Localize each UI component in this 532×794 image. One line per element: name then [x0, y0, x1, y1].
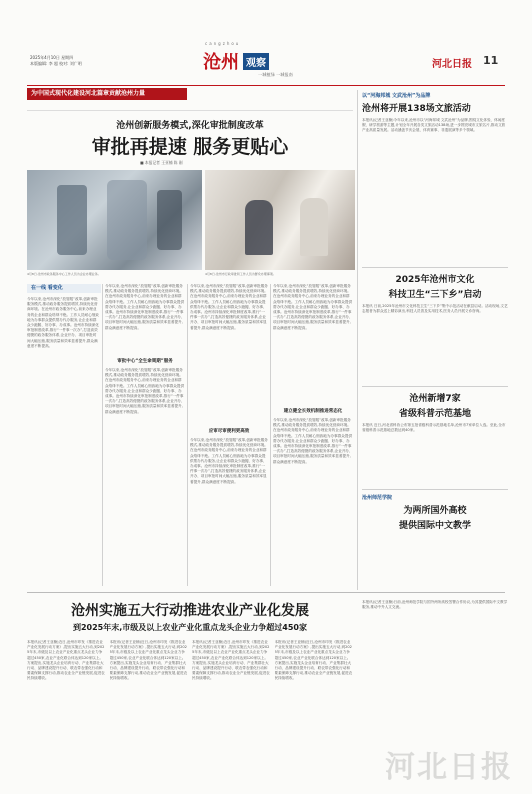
main-body-col1: 今年以来,沧州市深化“放管服”改革,创新审批服务模式,推动政务服务提质增效,持续优化营商环境。在沧州市政务服务中心,前来办理业务的企业和群众络绎不绝。工作人员耐心细致地为办事群众提供帮办代办服务,让企业和群众少跑腿、好办事、办成事。沧州市持续深化审批制度改革,推行“一件事一次办”,打造高效便捷的政务服务体系,企业开办、项目审批时间大幅压缩,服务质量和效率显著提升,群众满意度不断提高。: [27, 297, 99, 348]
masthead-pinyin: cangzhou: [205, 41, 241, 46]
bottom-headline: 沧州实施五大行动推进农业产业化发展: [71, 603, 309, 619]
section-banner: 为中国式现代化建设河北篇章贡献沧州力量: [27, 88, 187, 100]
date-line: 2025年4月10日 星期四: [30, 55, 74, 60]
masthead-tagline: 一城植绿 一城报南: [258, 72, 293, 77]
main-byline: ■ 本报记者 王亚楠 陈 刚: [140, 160, 183, 165]
main-headline: 审批再提速 服务更贴心: [91, 136, 289, 158]
masthead-title-sub: 观察: [243, 53, 269, 70]
divider: [362, 267, 508, 268]
right-bottom: [362, 600, 508, 735]
bottom-body-col3: 本报讯(记者王亚楠)近日,沧州市印发《推进农业产业化发展行动方案》,提出实施五大行动,到2025年末,市级及以上农业产业化重点龙头企业力争超过450家,农业产业化联合体达到120家以上。方案提出,实施龙头企业培育行动、产业集群壮大行动、品牌建设提升行动、联农带农强化行动和要素保障支撑行动,推动农业全产业链发展,促进农民持续增收。: [192, 640, 270, 681]
col-divider: [102, 284, 103, 586]
col-divider: [270, 284, 271, 586]
bottom-body-wrap: [27, 640, 353, 780]
main-body-col2b: 今年以来,沧州市深化“放管服”改革,创新审批服务模式,推动政务服务提质增效,持续优化营商环境。在沧州市政务服务中心,前来办理业务的企业和群众络绎不绝。工作人员耐心细致地为办事群众提供帮办代办服务,让企业和群众少跑腿、好办事、办成事。沧州市持续深化审批制度改革,推行“一件事一次办”,打造高效便捷的政务服务体系,企业开办、项目审批时间大幅压缩,服务质量和效率显著提升,群众满意度不断提高。: [105, 368, 185, 414]
right-body-3: 本报讯 近日,河北省科协公布第五批省级科普示范基地名单,沧州市7家单位入选。至此,全市省级科普示范基地总数达到40家。: [362, 423, 506, 433]
divider: [362, 386, 508, 387]
bottom-body-col4: 本报讯(记者王亚楠)近日,沧州市印发《推进农业产业化发展行动方案》,提出实施五大行动,到2025年末,市级及以上农业产业化重点龙头企业力争超过450家,农业产业化联合体达到120家以上。方案提出,实施龙头企业培育行动、产业集群壮大行动、品牌建设提升行动、联农带农强化行动和要素保障支撑行动,推动农业全产业链发展,促进农民持续增收。: [274, 640, 353, 681]
right-tag-2: 沧州师范学院: [362, 495, 393, 501]
right-col-divider: [357, 90, 358, 590]
main-kicker: 沧州创新服务模式,深化审批制度改革: [116, 121, 264, 131]
main-body-col4: 今年以来,沧州市深化“放管服”改革,创新审批服务模式,推动政务服务提质增效,持续优化营商环境。在沧州市政务服务中心,前来办理业务的企业和群众络绎不绝。工作人员耐心细致地为办事群众提供帮办代办服务,让企业和群众少跑腿、好办事、办成事。沧州市持续深化审批制度改革,推行“一件事一次办”,打造高效便捷的政务服务体系,企业开办、项目审批时间大幅压缩,服务质量和效率显著提升,群众满意度不断提高。: [273, 284, 353, 330]
right-body-4: 本报讯(记者王亚楠)日前,沧州师范学院与国外两所高校签署合作协议,为其提供国际中文教学服务,推动中外人文交流。: [362, 600, 508, 610]
divider: [27, 110, 353, 111]
right-body-1: 本报讯(记者王亚楠)今年以来,沧州市以“河海邦城 文武沧州”为品牌,围绕文化体验、休闲度假、研学旅游等主题,计划全年开展各类文旅活动138场,进一步擦亮城市文旅名片,推动文旅产业高质量发展。活动涵盖节庆会展、体育赛事、非遗展演等多个领域。: [362, 118, 506, 133]
main-body-col4b: 今年以来,沧州市深化“放管服”改革,创新审批服务模式,推动政务服务提质增效,持续优化营商环境。在沧州市政务服务中心,前来办理业务的企业和群众络绎不绝。工作人员耐心细致地为办事群众提供帮办代办服务,让企业和群众少跑腿、好办事、办成事。沧州市持续深化审批制度改革,推行“一件事一次办”,打造高效便捷的政务服务体系,企业开办、项目审批时间大幅压缩,服务质量和效率显著提升,群众满意度不断提高。: [273, 418, 353, 464]
bottom-subheadline: 到2025年末,市级及以上农业产业化重点龙头企业力争超过450家: [72, 623, 307, 632]
main-body-col3b: 今年以来,沧州市深化“放管服”改革,创新审批服务模式,推动政务服务提质增效,持续优化营商环境。在沧州市政务服务中心,前来办理业务的企业和群众络绎不绝。工作人员耐心细致地为办事群众提供帮办代办服务,让企业和群众少跑腿、好办事、办成事。沧州市持续深化审批制度改革,推行“一件事一次办”,打造高效便捷的政务服务体系,企业开办、项目审批时间大幅压缩,服务质量和效率显著提升,群众满意度不断提高。: [190, 438, 268, 484]
masthead-paper-logo: 河北日报: [432, 59, 472, 70]
main-body-col2-wrap: [105, 284, 185, 584]
right-column: [362, 92, 508, 531]
right-headline-4a: 为两所国外高校: [403, 506, 467, 516]
right-headline-3a: 沧州新增7家: [409, 394, 461, 404]
tag-label: 在一线 看变化: [27, 284, 101, 293]
right-headline-1: 沧州将开展138场文旅活动: [362, 104, 471, 114]
bottom-body-col1: 本报讯(记者王亚楠)近日,沧州市印发《推进农业产业化发展行动方案》,提出实施五大行动,到2025年末,市级及以上农业产业化重点龙头企业力争超过450家,农业产业化联合体达到120家以上。方案提出,实施龙头企业培育行动、产业集群壮大行动、品牌建设提升行动、联农带农强化行动和要素保障支撑行动,推动农业全产业链发展,促进农民持续增收。: [27, 640, 105, 681]
page-number: 11: [483, 54, 499, 67]
bottom-divider: [27, 592, 505, 593]
main-subhead-1: 应审尽审便利更高效: [208, 429, 250, 434]
photo-caption-left: 4月8日,沧州市政务服务中心工作人员为企业办理业务。: [27, 272, 101, 276]
bottom-body-col2: 本报讯(记者王亚楠)近日,沧州市印发《推进农业产业化发展行动方案》,提出实施五大行动,到2025年末,市级及以上农业产业化重点龙头企业力争超过450家,农业产业化联合体达到120家以上。方案提出,实施龙头企业培育行动、产业集群壮大行动、品牌建设提升行动、联农带农强化行动和要素保障支撑行动,推动农业全产业链发展,促进农民持续增收。: [109, 640, 188, 681]
masthead-title-main: 沧州: [203, 52, 239, 73]
masthead-logo: [203, 48, 269, 74]
main-photo-left: [27, 170, 202, 270]
right-headline-2b: 科技卫生“三下乡”启动: [388, 290, 482, 300]
right-headline-4b: 提供国际中文教学: [398, 521, 471, 531]
main-body-col3: 今年以来,沧州市深化“放管服”改革,创新审批服务模式,推动政务服务提质增效,持续优化营商环境。在沧州市政务服务中心,前来办理业务的企业和群众络绎不绝。工作人员耐心细致地为办事群众提供帮办代办服务,让企业和群众少跑腿、好办事、办成事。沧州市持续深化审批制度改革,推行“一件事一次办”,打造高效便捷的政务服务体系,企业开办、项目审批时间大幅压缩,服务质量和效率显著提升,群众满意度不断提高。: [190, 284, 268, 330]
right-headline-2a: 2025年沧州市文化: [395, 275, 475, 285]
right-headline-3b: 省级科普示范基地: [398, 409, 471, 419]
main-photo-right: [205, 170, 355, 270]
col-divider: [187, 284, 188, 586]
right-tag-1: 以“河海邦城 文武沧州”为品牌: [362, 93, 431, 99]
masthead-date: [30, 55, 82, 67]
photo-caption-right: 4月8日,沧州市行政审批局工作人员为群众办理事项。: [205, 272, 276, 276]
main-body-col2: 今年以来,沧州市深化“放管服”改革,创新审批服务模式,推动政务服务提质增效,持续优化营商环境。在沧州市政务服务中心,前来办理业务的企业和群众络绎不绝。工作人员耐心细致地为办事群众提供帮办代办服务,让企业和群众少跑腿、好办事、办成事。沧州市持续深化审批制度改革,推行“一件事一次办”,打造高效便捷的政务服务体系,企业开办、项目审批时间大幅压缩,服务质量和效率显著提升,群众满意度不断提高。: [105, 284, 185, 330]
divider: [362, 489, 508, 490]
watermark: 河北日报: [385, 750, 513, 785]
main-subhead-3: 建立健全长效机制推进常态化: [283, 409, 343, 414]
right-body-2: 本报讯 日前,2025年沧州市文化科技卫生“三下乡”集中示范活动在献县启动。活动现场,文艺志愿者为群众送上精彩演出,科技人员普及实用技术,医务人员开展义诊咨询。: [362, 304, 508, 314]
main-body-col3-wrap: [190, 284, 268, 584]
main-body-col4-wrap: [273, 284, 353, 584]
masthead-rule: [27, 85, 505, 86]
main-subhead-2: 审批中心“全生命周期”服务: [117, 359, 173, 364]
editor-line: 本版编辑: 李 超 校对: 刘广明: [30, 61, 82, 66]
